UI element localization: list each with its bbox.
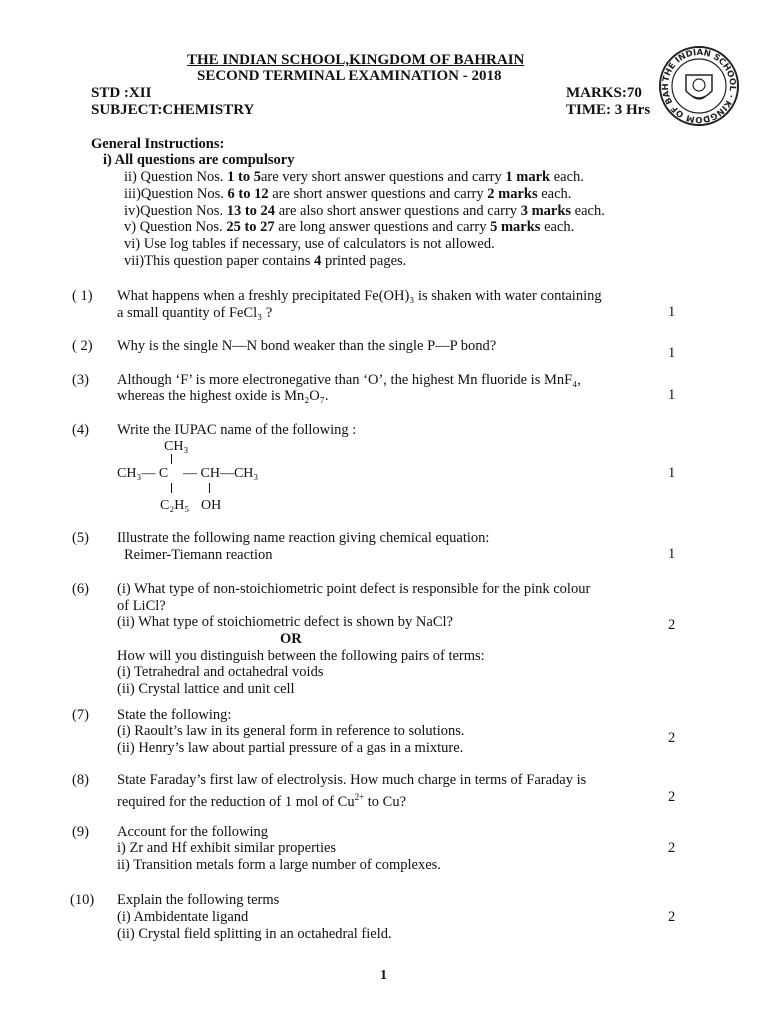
question-mark: 2 (668, 789, 676, 805)
structure-main-chain: CH₃— C (117, 466, 169, 481)
question-text: Illustrate the following name reaction giving chemical equation: (117, 530, 490, 546)
question-text: (i) What type of non-stoichiometric point defect is responsible for the pink colour (117, 581, 591, 597)
question-text: of LiCl? (117, 598, 166, 614)
page-number: 1 (380, 968, 387, 983)
question-text: (ii) Henry’s law about partial pressure of a gas in a mixture. (117, 740, 464, 756)
instruction-ii: ii) Question Nos. 1 to 5are very short answer questions and carry 1 mark each. (124, 169, 584, 185)
question-text: Account for the following (117, 824, 269, 840)
marks-label: MARKS:70 (566, 85, 642, 101)
instructions-title: General Instructions: (91, 136, 225, 152)
question-text: required for the reduction of 1 mol of $Cu^{2+}$ to Cu? (117, 792, 407, 810)
question-text: ii) Transition metals form a large number of complexes. (117, 857, 441, 873)
instruction-iv: iv)Question Nos. 13 to 24 are also short answer questions and carry 3 marks each. (124, 203, 605, 219)
question-mark: 1 (668, 387, 676, 403)
question-mark: 1 (668, 546, 676, 562)
question-mark: 1 (668, 304, 676, 320)
school-name: THE INDIAN SCHOOL,KINGDOM OF BAHRAIN (187, 52, 525, 68)
question-number: (9) (72, 824, 89, 840)
question-text: (ii) Crystal lattice and unit cell (117, 681, 295, 697)
question-text: State Faraday’s first law of electrolysis. How much charge in terms of Faraday is (117, 772, 587, 788)
question-text: Why is the single N—N bond weaker than the single P—P bond? (117, 338, 497, 354)
structure-bond (209, 483, 210, 493)
structure-oh: OH (201, 498, 222, 513)
question-text: Explain the following terms (117, 892, 280, 908)
question-text: (i) Tetrahedral and octahedral voids (117, 664, 324, 680)
question-number: (3) (72, 372, 89, 388)
question-text: (ii) What type of stoichiometric defect is shown by NaCl? (117, 614, 453, 630)
question-mark: 1 (668, 345, 676, 361)
question-mark: 2 (668, 617, 676, 633)
exam-title: SECOND TERMINAL EXAMINATION - 2018 (197, 68, 502, 84)
question-number: (10) (70, 892, 95, 908)
instruction-i: i) All questions are compulsory (103, 152, 295, 168)
question-text: State the following: (117, 707, 232, 723)
instruction-vii: vii)This question paper contains 4 printed pages. (124, 253, 407, 269)
question-text: Reimer-Tiemann reaction (124, 547, 273, 563)
question-mark: 2 (668, 730, 676, 746)
question-number: (6) (72, 581, 89, 597)
school-seal-logo (658, 45, 740, 127)
question-number: (7) (72, 707, 89, 723)
instruction-v: v) Question Nos. 25 to 27 are long answer questions and carry 5 marks each. (124, 219, 575, 235)
question-mark: 1 (668, 465, 676, 481)
question-text: Write the IUPAC name of the following : (117, 422, 357, 438)
question-number: (4) (72, 422, 89, 438)
question-number: ( 1) (72, 288, 93, 304)
instruction-vi: vi) Use log tables if necessary, use of calculators is not allowed. (124, 236, 495, 252)
std-label: STD :XII (91, 85, 152, 101)
structure-bond (171, 454, 172, 464)
question-text: (i) Raoult’s law in its general form in reference to solutions. (117, 723, 465, 739)
subject-label: SUBJECT:CHEMISTRY (91, 102, 255, 118)
structure-ch3-top: CH₃ (164, 439, 189, 454)
svg-text:THE INDIAN SCHOOL · KINGDOM OF: THE INDIAN SCHOOL · KINGDOM OF BAH (660, 47, 738, 125)
question-mark: 2 (668, 909, 676, 925)
question-text: a small quantity of FeCl₃ ? (117, 305, 273, 321)
structure-c2h5: C₂H₅ (160, 498, 190, 513)
question-number: (5) (72, 530, 89, 546)
or-separator: OR (280, 631, 302, 647)
structure-bond (171, 483, 172, 493)
instruction-iii: iii)Question Nos. 6 to 12 are short answer questions and carry 2 marks each. (124, 186, 572, 202)
question-number: (8) (72, 772, 89, 788)
question-text: whereas the highest oxide is Mn₂O₇. (117, 388, 329, 404)
question-number: ( 2) (72, 338, 93, 354)
question-mark: 2 (668, 840, 676, 856)
structure-ch-ch3: — CH—CH₃ (183, 466, 259, 481)
question-text: i) Zr and Hf exhibit similar properties (117, 840, 337, 856)
question-text: What happens when a freshly precipitated Fe(OH)₃ is shaken with water containing (117, 288, 602, 304)
question-text: Although ‘F’ is more electronegative than ‘O’, the highest Mn fluoride is MnF₄, (117, 372, 581, 388)
time-label: TIME: 3 Hrs (566, 102, 651, 118)
question-text: How will you distinguish between the following pairs of terms: (117, 648, 485, 664)
question-text: (ii) Crystal field splitting in an octahedral field. (117, 926, 392, 942)
question-text: (i) Ambidentate ligand (117, 909, 249, 925)
